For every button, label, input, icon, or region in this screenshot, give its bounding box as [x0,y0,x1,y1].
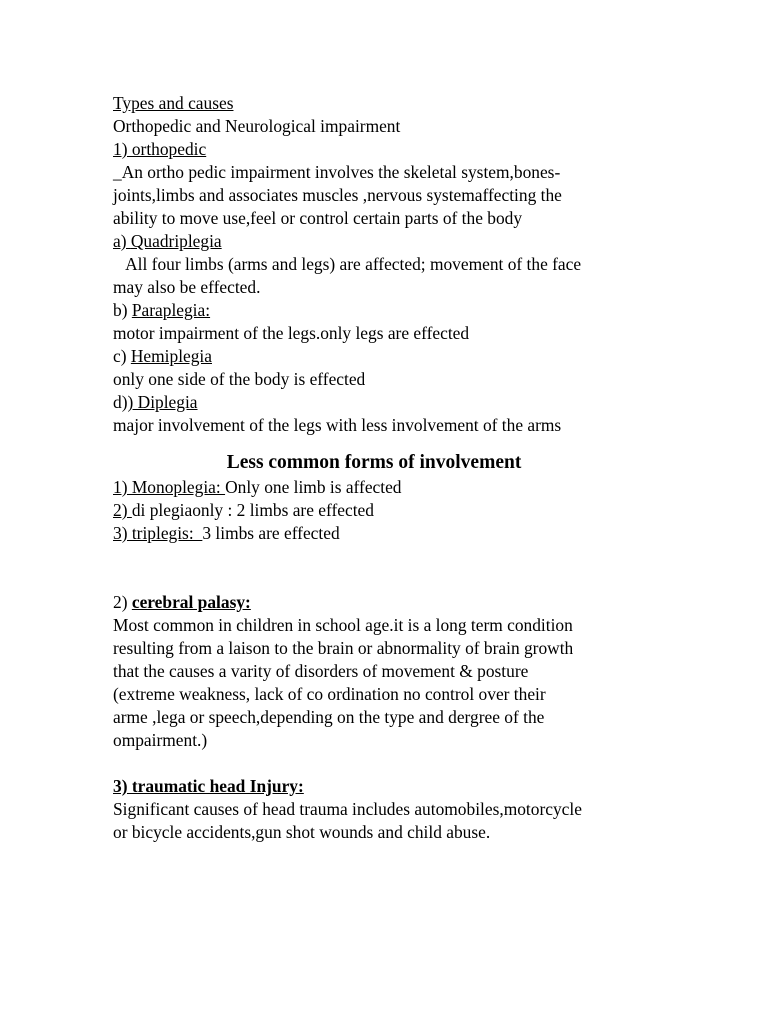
type-description-line: motor impairment of the legs.only legs are effected [113,323,470,343]
less-common-item-label: 2) [113,500,132,520]
orthopedic-intro-line: joints,limbs and associates muscles ,nervous systemaffecting the [113,185,562,205]
less-common-item-text: 3 limbs are effected [202,523,340,543]
document-subtitle: Orthopedic and Neurological impairment [113,116,401,136]
document-page [113,92,713,844]
head-injury-line: Significant causes of head trauma includes automobiles,motorcycle [113,799,582,819]
type-name: Hemiplegia [130,346,212,366]
type-description-line: All four limbs (arms and legs) are affected; movement of the face [113,254,582,274]
type-quadriplegia-heading [113,230,713,253]
cerebral-palsy-line: ompairment.) [113,730,208,750]
less-common-item [113,522,713,545]
orthopedic-intro-line: ability to move use,feel or control certain parts of the body [113,208,523,228]
type-description-line: only one side of the body is effected [113,369,366,389]
cerebral-palsy-line: resulting from a laison to the brain or abnormality of brain growth [113,638,574,658]
spacer [113,568,713,591]
cerebral-palsy-line: that the causes a varity of disorders of movement & posture [113,661,529,681]
document-title: Types and causes [113,93,234,113]
less-common-item-label: 3) triplegis: [113,523,203,543]
orthopedic-intro-line: _An ortho pedic impairment involves the skeletal system,bones- [113,162,561,182]
type-paraplegia-heading [113,299,713,322]
cerebral-palsy-line: Most common in children in school age.it is a long term condition [113,615,573,635]
section-title: cerebral palasy: [131,592,251,612]
type-prefix: d) [113,392,128,412]
type-name: Paraplegia: [131,300,211,320]
type-name: ) Diplegia [127,392,198,412]
type-name: Quadriplegia [130,231,222,251]
head-injury-heading: 3) traumatic head Injury: [113,776,304,796]
type-hemiplegia-heading [113,345,713,368]
type-prefix: c) [113,346,131,366]
type-diplegia-heading [113,391,713,414]
section-number: 2) [113,592,132,612]
orthopedic-heading: 1) orthopedic [113,139,207,159]
less-common-item-text: di plegiaonly : 2 limbs are effected [131,500,374,520]
type-description-line: major involvement of the legs with less involvement of the arms [113,415,562,435]
spacer [113,545,713,568]
spacer [113,752,713,775]
cerebral-palsy-line: (extreme weakness, lack of co ordination no control over their [113,684,546,704]
type-prefix: a) [113,231,131,251]
less-common-heading: Less common forms of involvement [226,452,522,473]
cerebral-palsy-heading [113,591,713,614]
head-injury-line: or bicycle accidents,gun shot wounds and child abuse. [113,822,491,842]
less-common-item-label: 1) Monoplegia: [113,477,226,497]
type-prefix: b) [113,300,132,320]
less-common-item-text: Only one limb is affected [225,477,402,497]
less-common-item [113,499,713,522]
less-common-item [113,476,713,499]
cerebral-palsy-line: arme ,lega or speech,depending on the type and dergree of the [113,707,545,727]
type-description-line: may also be effected. [113,277,261,297]
